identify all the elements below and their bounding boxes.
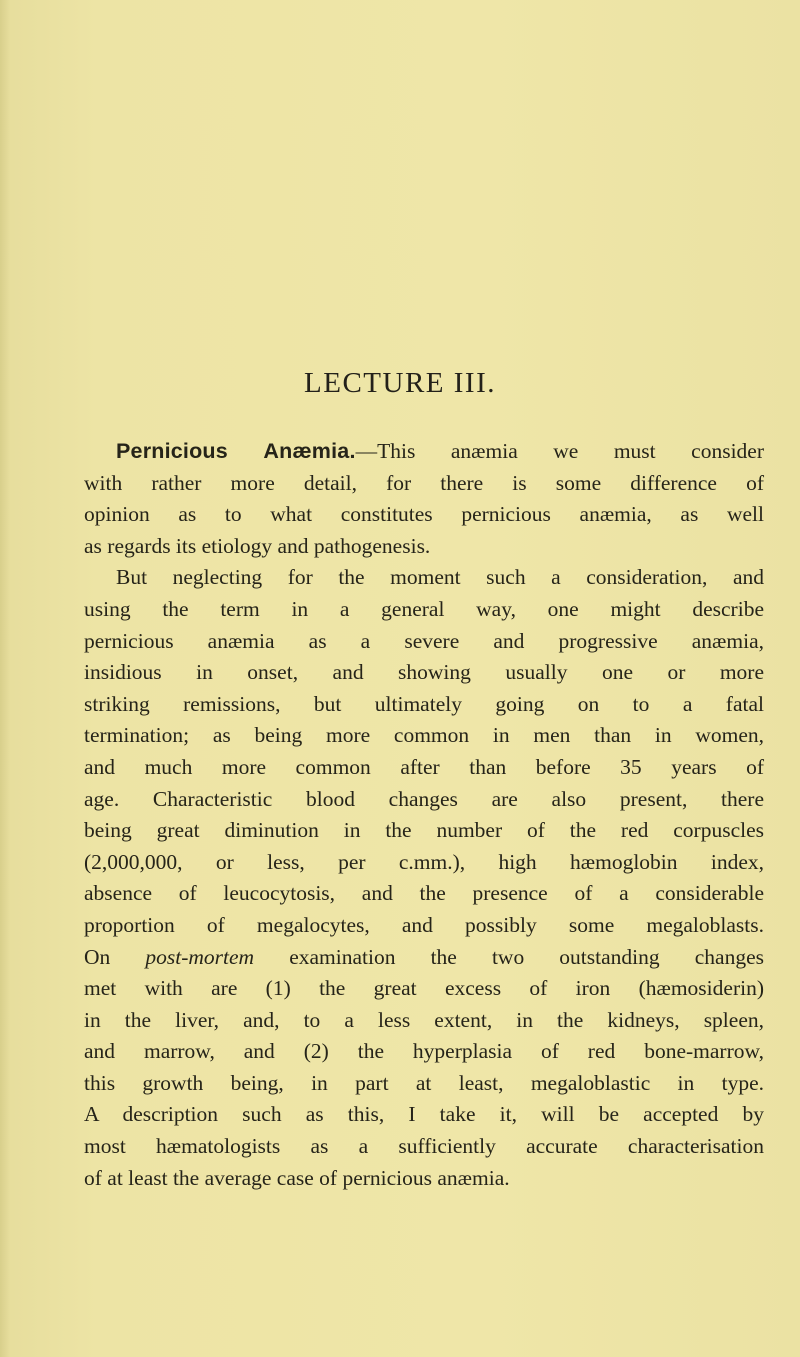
text-line: But neglecting for the moment such a consideration, and: [116, 565, 764, 590]
text-line: this growth being, in part at least, megaloblastic in type.: [84, 1070, 764, 1095]
text-line: age. Characteristic blood changes are also present, there: [84, 786, 764, 811]
text-line: with rather more detail, for there is some difference of: [84, 470, 764, 495]
section-title: Pernicious Anæmia.: [116, 439, 356, 463]
line-text: examination the two outstanding changes: [254, 944, 764, 969]
page-edge-shadow: [0, 0, 10, 1357]
text-line: striking remissions, but ultimately going on to a fatal: [84, 691, 764, 716]
line-text: —This anæmia we must consider: [355, 439, 764, 463]
text-line: using the term in a general way, one might describe: [84, 596, 764, 621]
text-line: pernicious anæmia as a severe and progressive anæmia,: [84, 628, 764, 653]
text-line: [84, 436, 764, 468]
text-line: absence of leucocytosis, and the presence of a considerable: [84, 881, 764, 906]
text-line: [84, 942, 764, 974]
text-line: in the liver, and, to a less extent, in the kidneys, spleen,: [84, 1007, 764, 1032]
lecture-heading: LECTURE III.: [304, 367, 496, 399]
text-line: opinion as to what constitutes pernicious anæmia, as well: [84, 502, 764, 527]
text-line: and marrow, and (2) the hyperplasia of red bone-marrow,: [84, 1039, 764, 1064]
text-line: termination; as being more common in men than in women,: [84, 723, 764, 748]
text-line: as regards its etiology and pathogenesis.: [84, 533, 431, 558]
text-line: of at least the average case of pernicious anæmia.: [84, 1165, 510, 1190]
text-line: most hæmatologists as a sufficiently accurate characterisation: [84, 1134, 764, 1159]
body-text: [84, 436, 764, 1194]
text-line: proportion of megalocytes, and possibly some megaloblasts.: [84, 912, 764, 937]
text-line: A description such as this, I take it, will be accepted by: [84, 1102, 764, 1127]
italic-term: post-mortem: [145, 944, 255, 969]
line-lead: On: [84, 944, 146, 969]
text-line: being great diminution in the number of the red corpuscles: [84, 818, 764, 843]
text-line: met with are (1) the great excess of iron (hæmosiderin): [84, 976, 764, 1001]
text-line: and much more common after than before 35 years of: [84, 754, 764, 779]
text-line: insidious in onset, and showing usually one or more: [84, 660, 764, 685]
text-line: (2,000,000, or less, per c.mm.), high hæmoglobin index,: [84, 849, 764, 874]
